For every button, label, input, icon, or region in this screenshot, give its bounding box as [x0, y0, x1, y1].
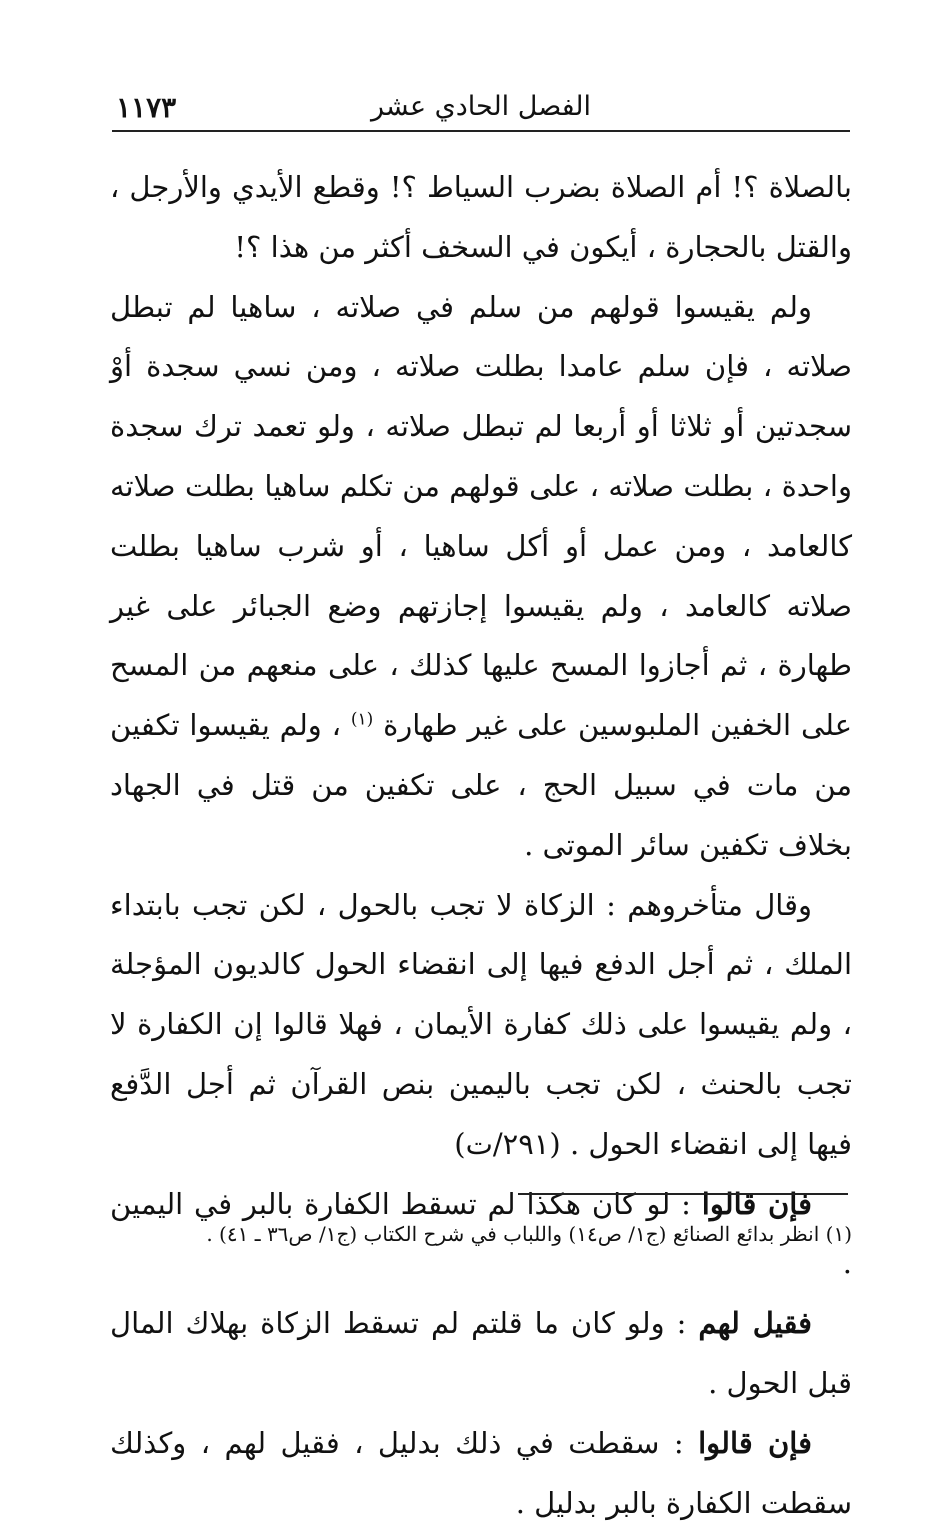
paragraph-2 [110, 278, 852, 876]
paragraph-3 [110, 876, 852, 1175]
paragraph-2-text: ولم يقيسوا قولهم من سلم في صلاته ، ساهيا لم تبطل صلاته ، فإن سلم عامدا بطلت صلاته ، ومن نسي سجدة أوْ سجدتين أو ثلاثا أو أربعا لم تبطل صلاته ، ولو تعمد ترك سجدة واحدة ، بطلت صلاته ، على قولهم من تكلم ساهيا بطلت صلاته كالعامد ، ومن عمل أو أكل ساهيا ، أو شرب ساهيا بطلت صلاته كالعامد ، ولم يقيسوا إجازتهم وضع الجبائر على غير طهارة ، ثم أجازوا المسح عليها كذلك ، على منعهم من المسح على الخفين الملبوسين على غير طهارة [110, 289, 853, 743]
page-number: ١١٧٣ [116, 91, 177, 124]
qa-lead-3: فإن قالوا [698, 1425, 812, 1460]
chapter-title: الفصل الحادي عشر [370, 91, 592, 122]
qa-lead-2: فقيل لهم [698, 1306, 812, 1341]
paragraph-1: بالصلاة ؟! أم الصلاة بضرب السياط ؟! وقطع الأيدي والأرجل ، والقتل بالحجارة ، أيكون في السخف أكثر من هذا ؟! [110, 170, 852, 264]
qa-text-1: : لو كان هكذا لم تسقط الكفارة بالبر في اليمين . [110, 1186, 852, 1281]
qa-line-2 [110, 1294, 852, 1414]
page-header [112, 78, 850, 132]
body-text [110, 158, 852, 1533]
paragraph-3-text: وقال متأخروهم : الزكاة لا تجب بالحول ، لكن تجب بابتداء الملك ، ثم أجل الدفع فيها إلى انقضاء الحول كالديون المؤجلة ، ولم يقيسوا على ذلك كفارة الأيمان ، فهلا قالوا إن الكفارة لا تجب بالحنث ، لكن تجب باليمين بنص القرآن ثم أجل الدَّفع فيها إلى انقضاء الحول . [110, 887, 852, 1161]
qa-text-2: : ولو كان ما قلتم لم تسقط الزكاة بهلاك المال قبل الحول . [110, 1306, 852, 1400]
footnote-marker: (١) [350, 709, 374, 730]
paragraph-2-continued: ، ولم يقيسوا تكفين من مات في سبيل الحج ، على تكفين من قتل في الجهاد بخلاف تكفين سائر الموتى . [110, 708, 852, 862]
page-reference: (٢٩١/ت) [454, 1126, 561, 1161]
qa-text-3: : سقطت في ذلك بدليل ، فقيل لهم ، وكذلك سقطت الكفارة بالبر بدليل . [110, 1425, 852, 1520]
footnote: (١) انظر بدائع الصنائع (ج١/ ص١٤) واللباب في شرح الكتاب (ج١/ ص٣٦ ـ ٤١) . [206, 1222, 852, 1246]
footnote-divider [518, 1193, 848, 1195]
qa-line-3 [110, 1414, 852, 1533]
qa-lead-1: فإن قالوا [701, 1186, 813, 1221]
